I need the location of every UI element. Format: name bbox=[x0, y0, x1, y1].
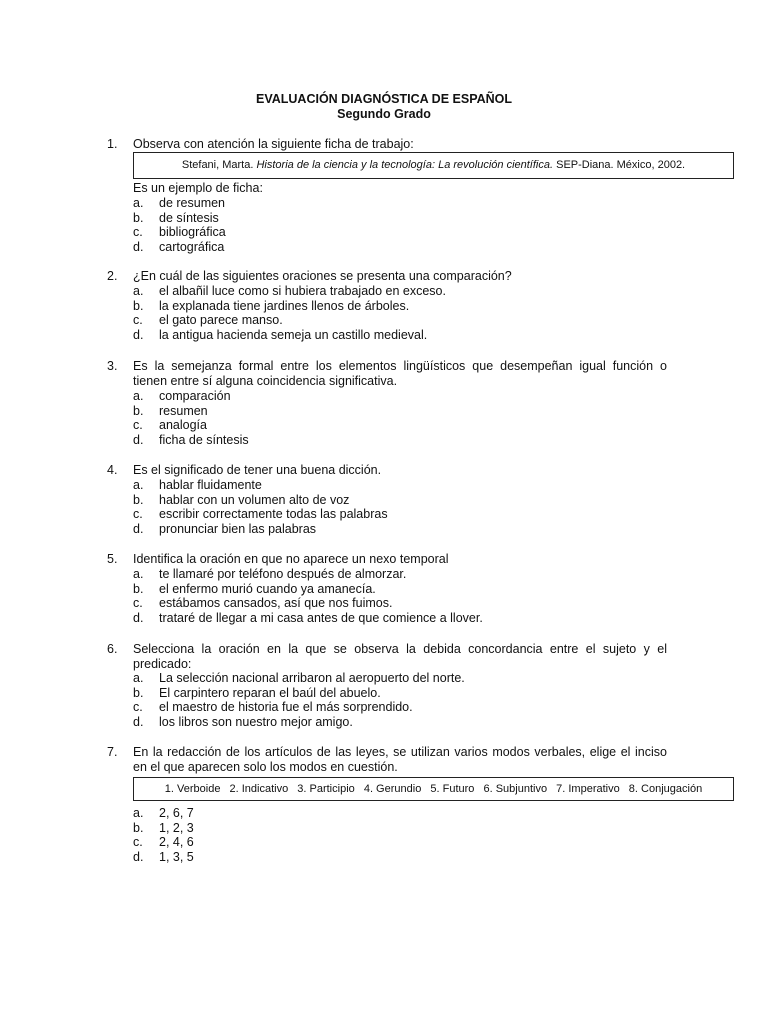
option-c: c. el maestro de historia fue el más sorprendido. bbox=[133, 700, 413, 715]
option-d: d. ficha de síntesis bbox=[133, 432, 249, 447]
option-b: b. de síntesis bbox=[133, 210, 219, 225]
term-item: 6. Subjuntivo bbox=[483, 783, 548, 795]
question-number: 1. bbox=[107, 137, 118, 151]
option-a: a. de resumen bbox=[133, 196, 226, 210]
term-item: 5. Futuro bbox=[430, 783, 475, 795]
term-item: 8. Conjugación bbox=[628, 783, 703, 795]
question-number: 2. bbox=[107, 269, 118, 283]
option-c: c. estábamos cansados, así que nos fuimos. bbox=[133, 596, 393, 611]
term-item: 2. Indicativo bbox=[229, 783, 289, 795]
exam-title: EVALUACIÓN DIAGNÓSTICA DE ESPAÑOL bbox=[255, 92, 513, 106]
option-d: d. trataré de llegar a mi casa antes de que comience a llover. bbox=[133, 610, 483, 625]
exam-subtitle: Segundo Grado bbox=[337, 107, 431, 121]
question-text: Identifica la oración en que no aparece un nexo temporal bbox=[133, 552, 449, 566]
option-d: d. cartográfica bbox=[133, 239, 225, 254]
question-text-line-2: tienen entre sí alguna coincidencia significativa. bbox=[133, 374, 398, 388]
options-list bbox=[133, 196, 226, 254]
term-item: 7. Imperativo bbox=[556, 783, 620, 795]
option-c: c. escribir correctamente todas las palabras bbox=[133, 507, 388, 522]
question-text-line-1: En la redacción de los artículos de las leyes, se utilizan varios modos verbales, elige el inciso bbox=[133, 745, 667, 759]
options-list bbox=[133, 567, 483, 625]
option-a: a. comparación bbox=[133, 389, 231, 403]
question-text-line-2: en el que aparecen solo los modos en cuestión. bbox=[133, 760, 398, 774]
option-c: c. 2, 4, 6 bbox=[133, 835, 194, 850]
option-c: c. analogía bbox=[133, 418, 207, 433]
question-number: 3. bbox=[107, 359, 118, 373]
verb-modes-box bbox=[133, 777, 734, 801]
term-item: 4. Gerundio bbox=[363, 783, 422, 795]
option-d: d. la antigua hacienda semeja un castillo medieval. bbox=[133, 327, 428, 342]
option-a: a. el albañil luce como si hubiera trabajado en exceso. bbox=[133, 284, 446, 298]
question-text-line-2: predicado: bbox=[133, 657, 192, 671]
option-a: a. La selección nacional arribaron al aeropuerto del norte. bbox=[133, 671, 465, 685]
option-a: a. te llamaré por teléfono después de almorzar. bbox=[133, 567, 407, 581]
options-list bbox=[133, 671, 465, 729]
option-c: c. bibliográfica bbox=[133, 225, 226, 240]
question-text: ¿En cuál de las siguientes oraciones se presenta una comparación? bbox=[133, 269, 512, 283]
option-d: d. los libros son nuestro mejor amigo. bbox=[133, 714, 353, 729]
ficha-box bbox=[133, 152, 734, 179]
question-number: 7. bbox=[107, 745, 118, 759]
option-d: d. 1, 3, 5 bbox=[133, 849, 194, 864]
question-number: 4. bbox=[107, 463, 118, 477]
option-a: a. hablar fluidamente bbox=[133, 478, 262, 492]
option-b: b. el enfermo murió cuando ya amanecía. bbox=[133, 581, 376, 596]
option-b: b. resumen bbox=[133, 403, 208, 418]
term-item: 3. Participio bbox=[297, 783, 355, 795]
options-list bbox=[133, 389, 249, 447]
option-b: b. El carpintero reparan el baúl del abuelo. bbox=[133, 685, 381, 700]
question-text: Es el significado de tener una buena dicción. bbox=[133, 463, 382, 477]
question-number: 6. bbox=[107, 642, 118, 656]
question-number: 5. bbox=[107, 552, 118, 566]
options-list bbox=[133, 478, 388, 536]
option-b: b. hablar con un volumen alto de voz bbox=[133, 492, 350, 507]
options-list bbox=[133, 806, 194, 864]
option-d: d. pronunciar bien las palabras bbox=[133, 521, 317, 536]
options-list bbox=[133, 284, 446, 342]
option-b: b. la explanada tiene jardines llenos de árboles. bbox=[133, 298, 410, 313]
ficha-author: Stefani, Marta. bbox=[181, 159, 254, 171]
option-c: c. el gato parece manso. bbox=[133, 313, 283, 328]
question-text-line-1: Selecciona la oración en la que se observa la debida concordancia entre el sujeto y el bbox=[133, 642, 667, 656]
term-item: 1. Verboide bbox=[164, 783, 221, 795]
question-prompt: Es un ejemplo de ficha: bbox=[133, 181, 263, 195]
option-b: b. 1, 2, 3 bbox=[133, 820, 194, 835]
ficha-work: Historia de la ciencia y la tecnología: La revolución científica. bbox=[256, 159, 554, 171]
question-text: Observa con atención la siguiente ficha de trabajo: bbox=[133, 137, 414, 151]
ficha-publisher: SEP-Diana. México, 2002. bbox=[556, 159, 686, 171]
question-text-line-1: Es la semejanza formal entre los elementos lingüísticos que desempeñan igual función o bbox=[133, 359, 667, 373]
option-a: a. 2, 6, 7 bbox=[133, 806, 194, 820]
